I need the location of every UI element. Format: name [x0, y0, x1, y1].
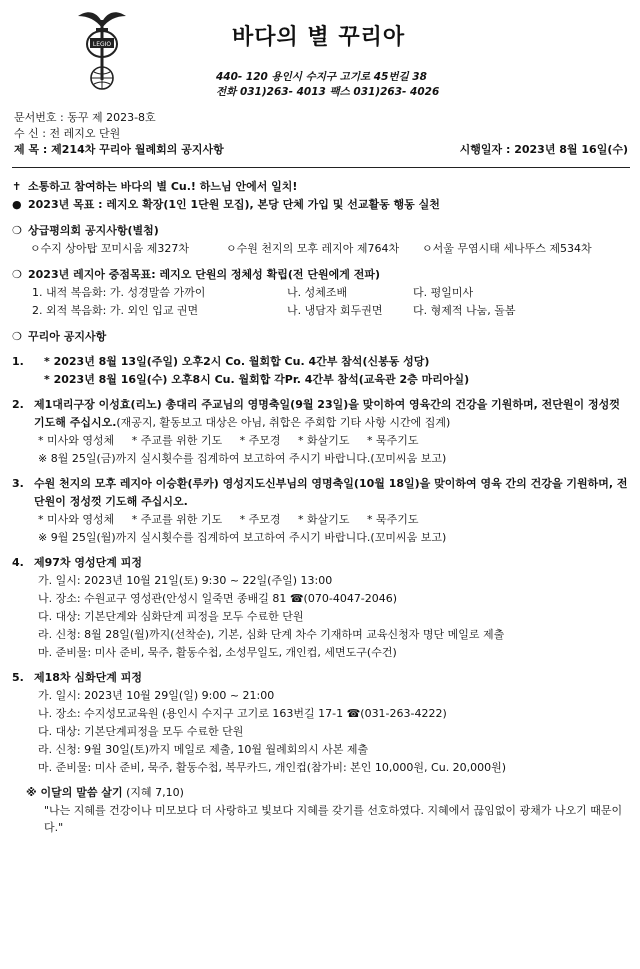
issue-date: 시행일자 : 2023년 8월 16일(수) [459, 143, 628, 156]
svg-text:LEGIO: LEGIO [92, 41, 112, 48]
document-meta [14, 110, 628, 158]
doc-number: 문서번호 : 동꾸 제 2023-8호 [14, 111, 156, 124]
circle-bullet-icon: ❍ [12, 268, 22, 281]
prayer-list: * 미사와 영성체 * 주교를 위한 기도 * 주모경 * 화살기도 * 묵주기도 [38, 434, 419, 447]
recipient: 수 신 : 전 레지오 단원 [14, 127, 121, 140]
retreat-title: 제97차 영성단계 피정 [34, 556, 142, 569]
intro-line-1: ✝ 소통하고 참여하는 바다의 별 Cu.! 하느님 안에서 일치! [12, 178, 630, 196]
monthly-word-heading: ※ 이달의 말씀 살기 (지혜 7,10) [26, 786, 184, 799]
curia-heading: ❍ 꾸리아 공지사항 [12, 328, 630, 346]
focus-row-1: 1. 내적 복음화: 가. 성경말씀 가까이 나. 성체조배 다. 평일미사 [32, 286, 474, 299]
notice-body [12, 178, 630, 836]
council-item: ㅇ수원 천지의 모후 레지아 제764차 [226, 242, 400, 255]
report-note: ※ 8월 25일(금)까지 실시횟수를 집계하여 보고하여 주시기 바랍니다.(꼬미씨움 보고) [38, 452, 447, 465]
notice-item-4: 4. 제97차 영성단계 피정 가. 일시: 2023년 10월 21일(토) 9:30 ~ 22일(주일) 13:00 나. 장소: 수원교구 영성관(안성시 일죽면 종배길 81 ☎(070-4047-2046) 다. 대상: 기본단계와 심화단계 피정을 모두 수료한 단원 라. 신청: 8월 28일(월)까지(선착순), 기본, 심화 단계 차수 기재하며 교육신청자 명단 메일로 제출 마. 준비물: 미사 준비, 묵주, 활동수첩, 소성무일도, 개인컵, 세면도구(수건) [12, 554, 630, 662]
focus-row-2: 2. 외적 복음화: 가. 외인 입교 권면 나. 냉담자 회두권면 다. 형제적 나눔, 돌봄 [32, 304, 516, 317]
notice-item-1: 1. * 2023년 8월 13일(주일) 오후2시 Co. 월회합 Cu. 4간부 참석(신봉동 성당) * 2023년 8월 16일(수) 오후8시 Cu. 월회합 각Pr. 4간부 참석(교육관 2층 마리아실) [12, 355, 470, 386]
drop-icon: ● [12, 198, 22, 211]
phone-line: 전화 031)263- 4013 팩스 031)263- 4026 [216, 86, 440, 98]
focus-heading: ❍ 2023년 레지아 중점목표: 레지오 단원의 정체성 확립(전 단원에게 전파) [12, 266, 630, 284]
retreat-title: 제18차 심화단계 피정 [34, 671, 142, 684]
council-heading: ❍ 상급평의회 공지사항(별첨) [12, 222, 630, 240]
circle-bullet-icon: ❍ [12, 224, 22, 237]
subject: 제 목 : 제214차 꾸리아 월례회의 공지사항 [14, 143, 224, 156]
notice-item-2: 2. 제1대리구장 이성효(리노) 총대리 주교님의 영명축일(9월 23일)을 맞이하여 영육간의 건강을 기원하며, 전단원이 정성껏 기도해 주십시오.(재공지, 활동보고 대상은 아님, 취합은 주회합 기타 사항 시간에 집계) * 미사와 영성체 * 주교를 위한 기도 * 주모경 * 화살기도 * 묵주기도 ※ 8월 25일(금)까지 실시횟수를 집계하여 보고하여 주시기 바랍니다.(꼬미씨움 보고) [12, 396, 630, 468]
prayer-list: * 미사와 영성체 * 주교를 위한 기도 * 주모경 * 화살기도 * 묵주기도 [38, 513, 419, 526]
council-item: ㅇ서울 무염시태 세나뚜스 제534차 [422, 242, 592, 255]
header-divider [12, 167, 630, 168]
monthly-word-quote: "나는 지혜를 건강이나 미모보다 더 사랑하고 빛보다 지혜를 갖기를 선호하였다. 지혜에서 끊임없이 광채가 나오기 때문이다." [44, 804, 623, 834]
legio-emblem-logo [72, 6, 132, 92]
notice-item-5: 5. 제18차 심화단계 피정 가. 일시: 2023년 10월 29일(일) 9:00 ~ 21:00 나. 장소: 수지성모교육원 (용인시 수지구 고기로 163번길 17-1 ☎(031-263-4222) 다. 대상: 기본단계피정을 모두 수료한 단원 라. 신청: 9월 30일(토)까지 메일로 제출, 10월 월례회의시 사본 제출 마. 준비물: 미사 준비, 묵주, 활동수첩, 복무카드, 개인컵(참가비: 본인 10,000원, Cu. 20,000원) [12, 669, 630, 777]
address-block [216, 70, 439, 100]
address-line: 440- 120 용인시 수지구 고기로 45번길 38 [216, 71, 427, 83]
council-items [12, 240, 630, 258]
intro-line-2: ● 2023년 목표 : 레지오 확장(1인 1단원 모집), 본당 단체 가입 및 선교활동 행동 실천 [12, 196, 630, 214]
subject-row [14, 142, 628, 158]
report-note: ※ 9월 25일(월)까지 실시횟수를 집계하여 보고하여 주시기 바랍니다.(꼬미씨움 보고) [38, 531, 447, 544]
notice-item-3: 3. 수원 천지의 모후 레지아 이승환(루카) 영성지도신부님의 영명축일(10월 18일)을 맞이하여 영육 간의 건강을 기원하며, 전단원이 정성껏 기도해 주십시오. * 미사와 영성체 * 주교를 위한 기도 * 주모경 * 화살기도 * 묵주기도 ※ 9월 25일(월)까지 실시횟수를 집계하여 보고하여 주시기 바랍니다.(꼬미씨움 보고) [12, 475, 630, 547]
circle-bullet-icon: ❍ [12, 330, 22, 343]
council-item: ㅇ수지 상아탑 꼬미시움 제327차 [30, 242, 189, 255]
cross-icon: ✝ [12, 180, 22, 193]
organization-title: 바다의 별 꾸리아 [232, 25, 406, 50]
